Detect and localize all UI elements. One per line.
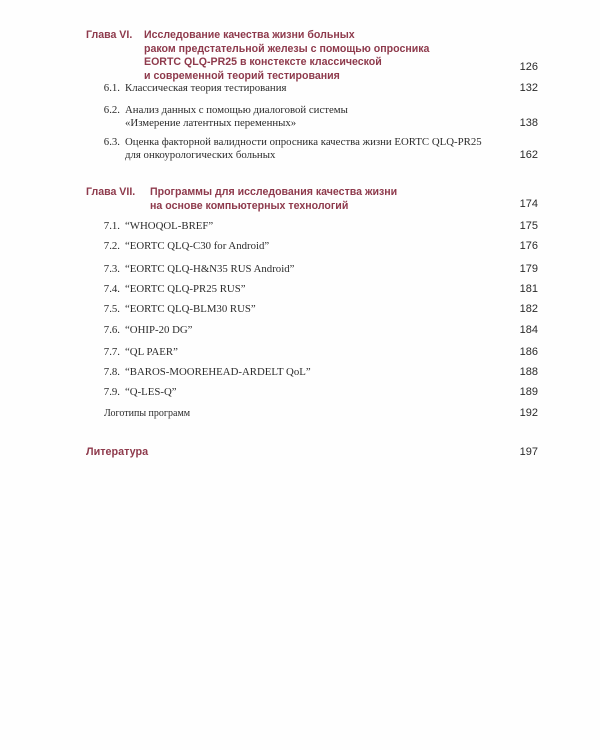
section-page: 176 [519, 240, 538, 252]
chapter-6-title-line: раком предстательной железы с помощью опросника [144, 42, 430, 55]
section-number: 7.1. [103, 220, 120, 232]
section-title: “WHOQOL-BREF” [125, 220, 214, 232]
toc-entry[interactable] [0, 324, 600, 338]
chapter-7-label: Глава VII. [86, 186, 136, 198]
chapter-7-title-line: на основе компьютерных технологий [150, 199, 349, 212]
toc-entry[interactable] [0, 366, 600, 380]
toc-entry[interactable] [0, 104, 600, 132]
section-number: 7.8. [103, 366, 120, 378]
chapter-6-title-line: и современной теорий тестирования [144, 69, 340, 82]
chapter-6-title[interactable] [86, 29, 466, 83]
section-title: “EORTC QLQ-BLM30 RUS” [125, 303, 256, 315]
section-title: “EORTC QLQ-PR25 RUS” [125, 283, 246, 295]
section-page: 184 [519, 324, 538, 336]
section-title: Классическая теория тестирования [125, 82, 287, 94]
chapter-6-label: Глава VI. [86, 29, 133, 41]
toc-entry[interactable] [0, 446, 600, 462]
section-page: 182 [519, 303, 538, 315]
section-title-continued: «Измерение латентных переменных» [125, 117, 297, 129]
section-title-continued: для онкоурологических больных [125, 149, 276, 161]
toc-entry[interactable] [0, 263, 600, 277]
section-title: Оценка факторной валидности опросника качества жизни EORTC QLQ-PR25 [125, 136, 482, 148]
toc-entry[interactable] [0, 136, 600, 164]
section-page: 192 [519, 407, 538, 419]
section-page: 188 [519, 366, 538, 378]
section-number: 6.2. [103, 104, 120, 116]
section-number: 7.7. [103, 346, 120, 358]
literature-page: 197 [519, 446, 538, 458]
section-number: 7.4. [103, 283, 120, 295]
toc-entry[interactable] [0, 303, 600, 317]
toc-entry[interactable] [0, 82, 600, 98]
section-number: 7.9. [103, 386, 120, 398]
section-page: 175 [519, 220, 538, 232]
toc-entry[interactable] [0, 346, 600, 360]
section-page: 179 [519, 263, 538, 275]
chapter-7-title-line: Программы для исследования качества жизни [150, 186, 398, 198]
section-page: 186 [519, 346, 538, 358]
section-number: 6.3. [103, 136, 120, 148]
section-page: 132 [519, 82, 538, 94]
section-number: 7.3. [103, 263, 120, 275]
toc-entry[interactable] [0, 283, 600, 297]
section-title: “EORTC QLQ-H&N35 RUS Android” [125, 263, 295, 275]
section-page: 189 [519, 386, 538, 398]
section-page: 138 [519, 117, 538, 129]
section-title: “OHIP-20 DG” [125, 324, 193, 336]
section-number: 6.1. [103, 82, 120, 94]
chapter-7-page: 174 [519, 198, 538, 210]
logos-title: Логотипы программ [104, 408, 191, 419]
chapter-7-title[interactable] [86, 186, 466, 213]
section-number: 7.2. [103, 240, 120, 252]
chapter-6-title-line: EORTC QLQ-PR25 в констексте классической [144, 56, 382, 68]
toc-entry[interactable] [0, 220, 600, 234]
section-page: 181 [519, 283, 538, 295]
literature-title: Литература [86, 446, 149, 458]
section-page: 162 [519, 149, 538, 161]
toc-entry[interactable] [0, 386, 600, 400]
toc-entry[interactable] [0, 407, 600, 421]
section-number: 7.6. [103, 324, 120, 336]
section-title: “Q-LES-Q” [125, 386, 177, 398]
chapter-6-page: 126 [519, 61, 538, 73]
section-title: “EORTC QLQ-C30 for Android” [125, 240, 270, 252]
chapter-6-title-line: Исследование качества жизни больных [144, 29, 355, 41]
section-title: “BAROS-MOOREHEAD-ARDELT QoL” [125, 366, 311, 378]
section-title: Анализ данных с помощью диалоговой системы [125, 104, 348, 116]
toc-entry[interactable] [0, 240, 600, 254]
section-title: “QL PAER” [125, 346, 178, 358]
section-number: 7.5. [103, 303, 120, 315]
